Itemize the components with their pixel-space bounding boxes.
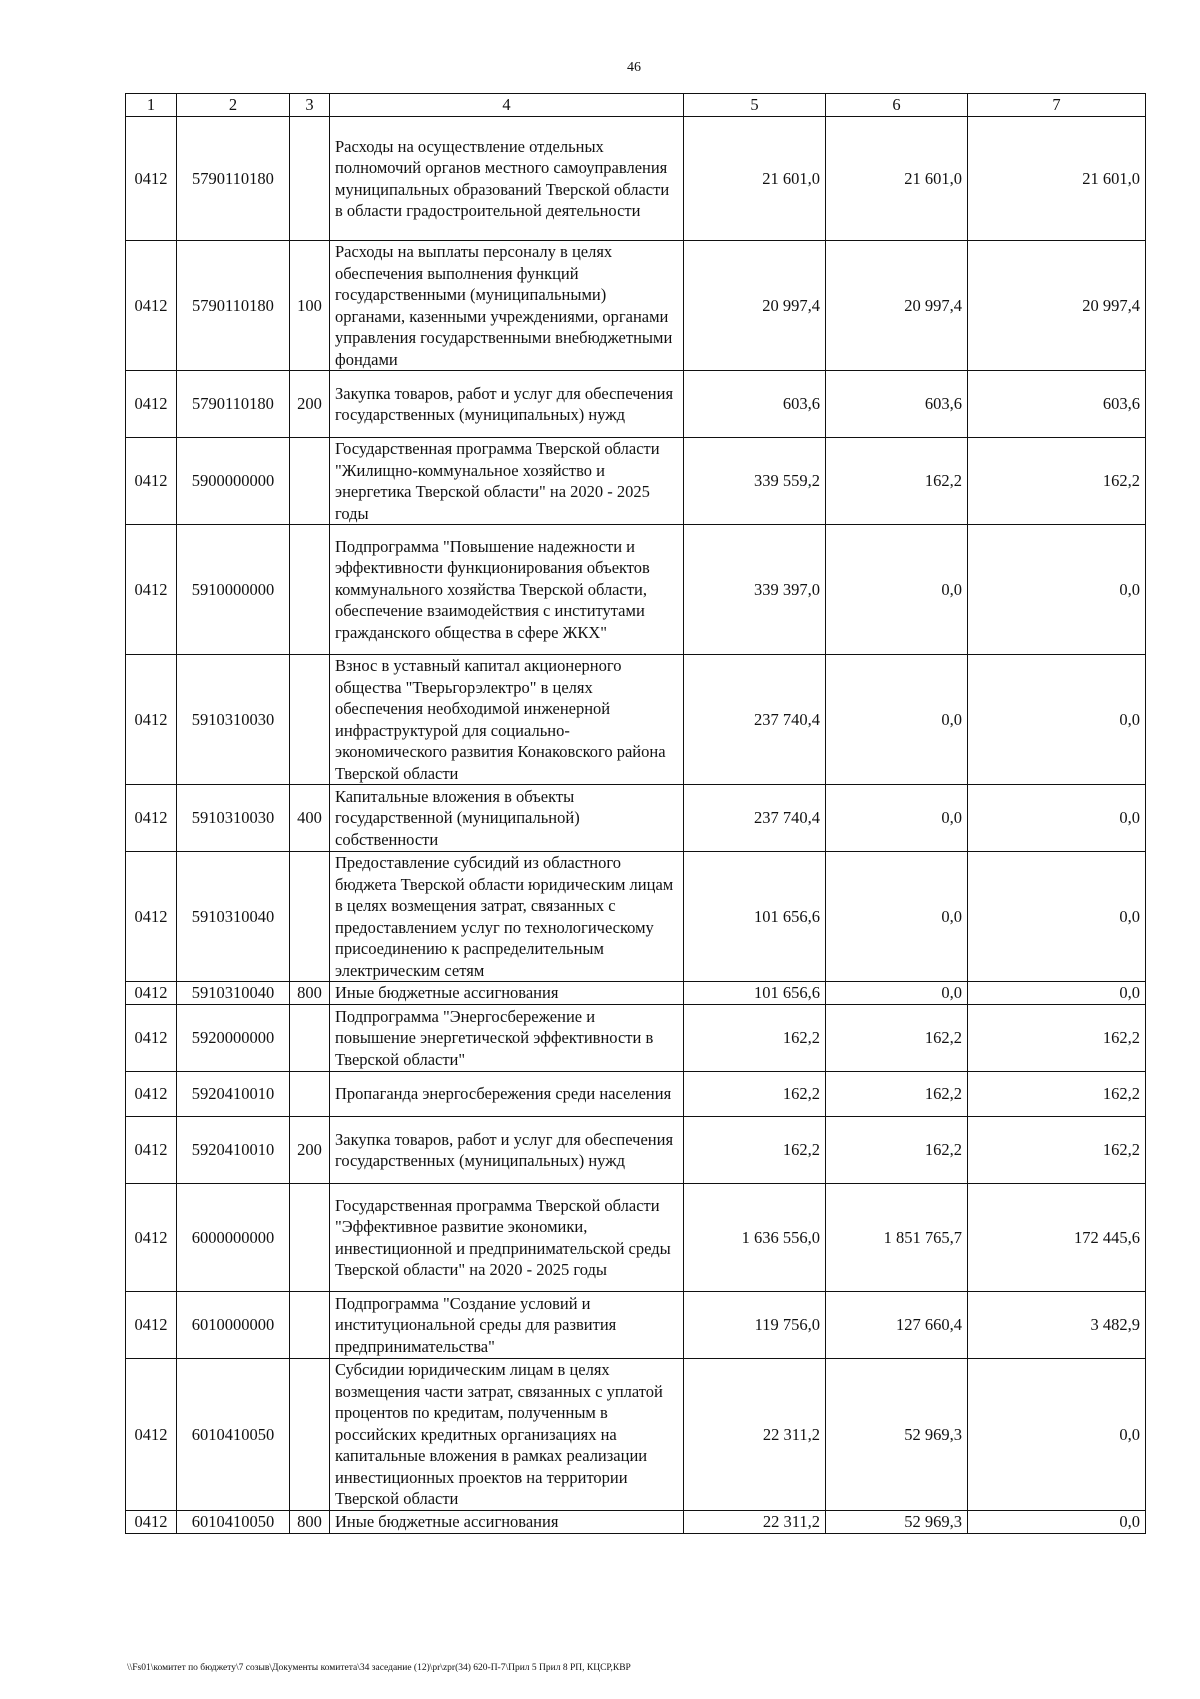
table-row: [126, 1072, 1146, 1117]
expense-type-cell: [290, 852, 330, 982]
column-header: 3: [290, 94, 330, 117]
target-article-cell: 5920410010: [177, 1117, 290, 1184]
amount-2023-cell: 3 482,9: [968, 1292, 1146, 1359]
section-code-cell: 0412: [126, 1511, 177, 1534]
table-row: [126, 438, 1146, 525]
description-cell: Подпрограмма "Создание условий и институциональной среды для развития предпринимательства": [330, 1292, 684, 1359]
description-cell: Государственная программа Тверской области "Эффективное развитие экономики, инвестиционной и предпринимательской среды Тверской области" на 2020 - 2025 годы: [330, 1184, 684, 1292]
expense-type-cell: [290, 655, 330, 785]
expense-type-cell: 800: [290, 1511, 330, 1534]
target-article-cell: 5910310040: [177, 852, 290, 982]
amount-2021-cell: 101 656,6: [684, 982, 826, 1005]
expense-type-cell: [290, 117, 330, 241]
amount-2021-cell: 237 740,4: [684, 655, 826, 785]
section-code-cell: 0412: [126, 1359, 177, 1511]
table-row: [126, 1511, 1146, 1534]
expense-type-cell: [290, 1005, 330, 1072]
budget-table: [125, 93, 1146, 1534]
amount-2022-cell: 1 851 765,7: [826, 1184, 968, 1292]
amount-2022-cell: 162,2: [826, 1072, 968, 1117]
amount-2021-cell: 162,2: [684, 1072, 826, 1117]
amount-2023-cell: 603,6: [968, 371, 1146, 438]
target-article-cell: 6010410050: [177, 1359, 290, 1511]
target-article-cell: 5790110180: [177, 371, 290, 438]
amount-2023-cell: 162,2: [968, 1005, 1146, 1072]
description-cell: Подпрограмма "Повышение надежности и эффективности функционирования объектов коммунального хозяйства Тверской области, обеспечение взаимодействия с институтами гражданского общества в сфере ЖКХ": [330, 525, 684, 655]
table-row: [126, 982, 1146, 1005]
description-cell: Закупка товаров, работ и услуг для обеспечения государственных (муниципальных) нужд: [330, 371, 684, 438]
target-article-cell: 6010000000: [177, 1292, 290, 1359]
amount-2021-cell: 162,2: [684, 1117, 826, 1184]
column-header: 4: [330, 94, 684, 117]
description-cell: Подпрограмма "Энергосбережение и повышение энергетической эффективности в Тверской области": [330, 1005, 684, 1072]
amount-2021-cell: 21 601,0: [684, 117, 826, 241]
expense-type-cell: 400: [290, 785, 330, 852]
amount-2022-cell: 162,2: [826, 438, 968, 525]
target-article-cell: 5920000000: [177, 1005, 290, 1072]
target-article-cell: 5910310030: [177, 785, 290, 852]
target-article-cell: 5910310040: [177, 982, 290, 1005]
column-number-header-row: [126, 94, 1146, 117]
table-row: [126, 371, 1146, 438]
section-code-cell: 0412: [126, 371, 177, 438]
amount-2023-cell: 0,0: [968, 525, 1146, 655]
table-row: [126, 1292, 1146, 1359]
table-row: [126, 117, 1146, 241]
target-article-cell: 6010410050: [177, 1511, 290, 1534]
expense-type-cell: [290, 525, 330, 655]
expense-type-cell: 100: [290, 241, 330, 371]
section-code-cell: 0412: [126, 1184, 177, 1292]
target-article-cell: 5910310030: [177, 655, 290, 785]
amount-2021-cell: 1 636 556,0: [684, 1184, 826, 1292]
expense-type-cell: 800: [290, 982, 330, 1005]
description-cell: Капитальные вложения в объекты государственной (муниципальной) собственности: [330, 785, 684, 852]
amount-2022-cell: 162,2: [826, 1117, 968, 1184]
column-header: 7: [968, 94, 1146, 117]
amount-2023-cell: 20 997,4: [968, 241, 1146, 371]
amount-2023-cell: 0,0: [968, 1359, 1146, 1511]
footer-file-path: \\Fs01\комитет по бюджету\7 созыв\Документы комитета\34 заседание (12)\pr\zpr(34) 620-П-7\Прил 5 Прил 8 РП, КЦСР,КВР: [127, 1663, 631, 1673]
amount-2023-cell: 162,2: [968, 1117, 1146, 1184]
description-cell: Взнос в уставный капитал акционерного общества "Тверьгорэлектро" в целях обеспечения необходимой инженерной инфраструктурой для социально-экономического развития Конаковского района Тверской области: [330, 655, 684, 785]
target-article-cell: 5920410010: [177, 1072, 290, 1117]
description-cell: Расходы на осуществление отдельных полномочий органов местного самоуправления муниципальных образований Тверской области в области градостроительной деятельности: [330, 117, 684, 241]
amount-2022-cell: 0,0: [826, 655, 968, 785]
amount-2021-cell: 22 311,2: [684, 1511, 826, 1534]
section-code-cell: 0412: [126, 982, 177, 1005]
amount-2023-cell: 0,0: [968, 655, 1146, 785]
table-row: [126, 241, 1146, 371]
target-article-cell: 5910000000: [177, 525, 290, 655]
amount-2023-cell: 0,0: [968, 1511, 1146, 1534]
section-code-cell: 0412: [126, 1292, 177, 1359]
amount-2022-cell: 21 601,0: [826, 117, 968, 241]
amount-2022-cell: 0,0: [826, 982, 968, 1005]
column-header: 1: [126, 94, 177, 117]
table-row: [126, 1005, 1146, 1072]
section-code-cell: 0412: [126, 655, 177, 785]
amount-2021-cell: 237 740,4: [684, 785, 826, 852]
amount-2021-cell: 162,2: [684, 1005, 826, 1072]
expense-type-cell: [290, 1292, 330, 1359]
section-code-cell: 0412: [126, 117, 177, 241]
amount-2022-cell: 162,2: [826, 1005, 968, 1072]
expense-type-cell: [290, 1359, 330, 1511]
amount-2022-cell: 52 969,3: [826, 1511, 968, 1534]
target-article-cell: 5790110180: [177, 117, 290, 241]
table-row: [126, 1359, 1146, 1511]
description-cell: Иные бюджетные ассигнования: [330, 982, 684, 1005]
target-article-cell: 5790110180: [177, 241, 290, 371]
table-row: [126, 1184, 1146, 1292]
amount-2022-cell: 0,0: [826, 852, 968, 982]
column-header: 6: [826, 94, 968, 117]
column-header: 5: [684, 94, 826, 117]
section-code-cell: 0412: [126, 785, 177, 852]
section-code-cell: 0412: [126, 1117, 177, 1184]
amount-2022-cell: 0,0: [826, 525, 968, 655]
amount-2023-cell: 162,2: [968, 1072, 1146, 1117]
amount-2021-cell: 20 997,4: [684, 241, 826, 371]
amount-2023-cell: 172 445,6: [968, 1184, 1146, 1292]
amount-2023-cell: 0,0: [968, 982, 1146, 1005]
section-code-cell: 0412: [126, 241, 177, 371]
description-cell: Пропаганда энергосбережения среди населения: [330, 1072, 684, 1117]
table-row: [126, 655, 1146, 785]
table-row: [126, 785, 1146, 852]
table-row: [126, 1117, 1146, 1184]
amount-2021-cell: 339 559,2: [684, 438, 826, 525]
amount-2023-cell: 162,2: [968, 438, 1146, 525]
expense-type-cell: [290, 1072, 330, 1117]
amount-2021-cell: 339 397,0: [684, 525, 826, 655]
expense-type-cell: 200: [290, 1117, 330, 1184]
amount-2023-cell: 0,0: [968, 852, 1146, 982]
description-cell: Субсидии юридическим лицам в целях возмещения части затрат, связанных с уплатой процентов по кредитам, полученным в российских кредитных организациях на капитальные вложения в рамках реализации инвестиционных проектов на территории Тверской области: [330, 1359, 684, 1511]
table-row: [126, 525, 1146, 655]
description-cell: Иные бюджетные ассигнования: [330, 1511, 684, 1534]
table-row: [126, 852, 1146, 982]
section-code-cell: 0412: [126, 525, 177, 655]
expense-type-cell: 200: [290, 371, 330, 438]
section-code-cell: 0412: [126, 438, 177, 525]
section-code-cell: 0412: [126, 1005, 177, 1072]
expense-type-cell: [290, 438, 330, 525]
column-header: 2: [177, 94, 290, 117]
amount-2022-cell: 603,6: [826, 371, 968, 438]
description-cell: Предоставление субсидий из областного бюджета Тверской области юридическим лицам в целях возмещения затрат, связанных с предоставлением услуг по технологическому присоединению к распределительным электрическим сетям: [330, 852, 684, 982]
page-number: 46: [627, 60, 641, 75]
amount-2023-cell: 0,0: [968, 785, 1146, 852]
amount-2021-cell: 603,6: [684, 371, 826, 438]
amount-2022-cell: 127 660,4: [826, 1292, 968, 1359]
amount-2021-cell: 22 311,2: [684, 1359, 826, 1511]
amount-2021-cell: 119 756,0: [684, 1292, 826, 1359]
description-cell: Расходы на выплаты персоналу в целях обеспечения выполнения функций государственными (муниципальными) органами, казенными учреждениями, органами управления государственными внебюджетными фондами: [330, 241, 684, 371]
amount-2021-cell: 101 656,6: [684, 852, 826, 982]
amount-2022-cell: 20 997,4: [826, 241, 968, 371]
description-cell: Государственная программа Тверской области "Жилищно-коммунальное хозяйство и энергетика Тверской области" на 2020 - 2025 годы: [330, 438, 684, 525]
section-code-cell: 0412: [126, 852, 177, 982]
target-article-cell: 5900000000: [177, 438, 290, 525]
section-code-cell: 0412: [126, 1072, 177, 1117]
target-article-cell: 6000000000: [177, 1184, 290, 1292]
amount-2022-cell: 0,0: [826, 785, 968, 852]
description-cell: Закупка товаров, работ и услуг для обеспечения государственных (муниципальных) нужд: [330, 1117, 684, 1184]
amount-2023-cell: 21 601,0: [968, 117, 1146, 241]
expense-type-cell: [290, 1184, 330, 1292]
amount-2022-cell: 52 969,3: [826, 1359, 968, 1511]
